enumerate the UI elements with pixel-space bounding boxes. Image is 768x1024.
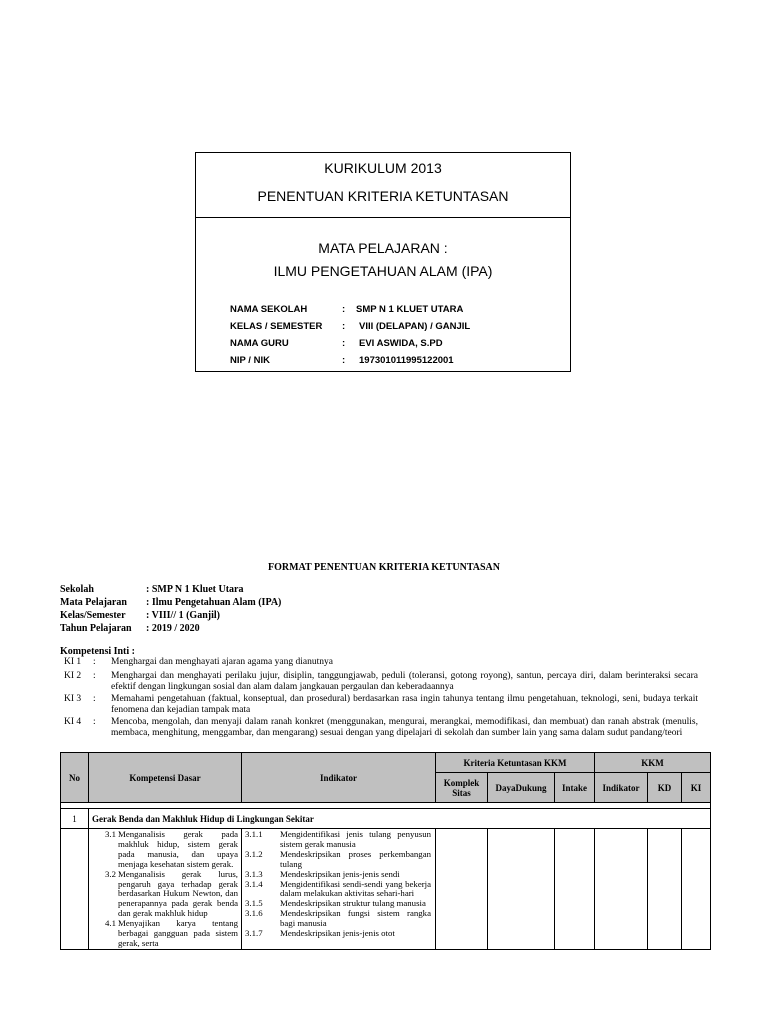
format-title: FORMAT PENENTUAN KRITERIA KETUNTASAN — [268, 562, 500, 573]
ki-item-1 — [64, 657, 698, 668]
cover-box — [195, 152, 571, 372]
info-label: NAMA GURU — [230, 338, 289, 349]
intake-cell[interactable] — [555, 829, 595, 950]
ki-item-2 — [64, 671, 698, 693]
header-kompetensi-dasar: Kompetensi Dasar — [89, 753, 242, 803]
ki-text: Mencoba, mengolah, dan menyaji dalam ranah konkret (menggunakan, mengurai, merangkai, memodifikasi, dan membuat) dan ranah abstrak (menulis, membaca, menghitung, menggambar, dan mengarang) sesuai dengan yang dipelajari di sekolah dan sumber lain yang sama dalam sudut pandang/teori — [111, 717, 698, 738]
info-colon: : — [342, 355, 346, 366]
info-colon: : — [342, 304, 346, 315]
info-colon: : — [342, 338, 346, 349]
indikator-cell — [242, 829, 436, 950]
indikator-item: 3.1.1 Mengidentifikasi jenis tulang penyusun sistem gerak manusia — [245, 829, 431, 849]
indikator-item: 3.1.3 Mendeskripsikan jenis-jenis sendi — [245, 868, 400, 879]
header-kkm-indikator: Indikator — [595, 773, 648, 803]
ki-code: KI 1 — [64, 657, 82, 667]
table-row — [61, 829, 711, 950]
kd-item: 3.1 Menganalisis gerak pada makhluk hidup, sistem gerak pada manusia, dan upaya menjaga kesehatan sistem gerak. — [105, 829, 238, 869]
meta-value: : Ilmu Pengetahuan Alam (IPA) — [146, 597, 282, 608]
header-indikator: Indikator — [242, 753, 436, 803]
meta-row-class — [60, 610, 360, 623]
curriculum-title: KURIKULUM 2013 — [324, 160, 442, 176]
document-title: PENENTUAN KRITERIA KETUNTASAN — [257, 188, 509, 204]
meta-label: Mata Pelajaran — [60, 597, 127, 608]
meta-row-subject — [60, 597, 360, 610]
info-value: 197301011995122001 — [359, 355, 454, 366]
ki-heading: Kompetensi Inti : — [60, 646, 135, 657]
ki-code: KI 2 — [64, 671, 82, 681]
meta-label: Kelas/Semester — [60, 610, 126, 621]
ki-colon: : — [93, 671, 96, 681]
indikator-item: 3.1.5 Mendeskripsikan struktur tulang manusia — [245, 898, 426, 909]
meta-label: Tahun Pelajaran — [60, 623, 132, 634]
header-kompleksitas: Komplek Sitas — [436, 773, 488, 803]
header-kkm-ki: KI — [682, 773, 711, 803]
info-value: SMP N 1 KLUET UTARA — [356, 304, 464, 315]
kkm-kd-cell[interactable] — [648, 829, 682, 950]
kkm-table — [60, 752, 711, 950]
meta-value: : VIII// 1 (Ganjil) — [146, 610, 220, 621]
table-row-topic — [61, 809, 711, 829]
ki-code: KI 3 — [64, 694, 82, 704]
indikator-item: 3.1.7 Mendeskripsikan jenis-jenis otot — [245, 928, 395, 939]
info-label: KELAS / SEMESTER — [230, 321, 323, 332]
ki-colon: : — [93, 657, 96, 667]
kd-item: 3.2 Menganalisis gerak lurus, pengaruh gaya terhadap gerak berdasarkan Hukum Newton, dan penerapannya pada gerak benda dan gerak makhluk hidup — [105, 868, 238, 919]
row-number: 1 — [61, 809, 89, 829]
kompetensi-dasar-cell — [89, 829, 242, 950]
meta-row-year — [60, 623, 360, 636]
info-label: NIP / NIK — [230, 355, 270, 366]
info-value: VIII (DELAPAN) / GANJIL — [359, 321, 471, 332]
row-topic: Gerak Benda dan Makhluk Hidup di Lingkungan Sekitar — [89, 809, 711, 829]
info-label: NAMA SEKOLAH — [230, 304, 308, 315]
subject-label: MATA PELAJARAN : — [318, 240, 448, 256]
header-no: No — [61, 753, 89, 803]
kd-item: 4.1 Menyajikan karya tentang berbagai gangguan pada sistem gerak, serta — [105, 918, 238, 948]
indikator-item: 3.1.4 Mengidentifikasi sendi-sendi yang bekerja dalam melakukan aktivitas sehari-hari — [245, 878, 431, 899]
header-daya-dukung: DayaDukung — [488, 773, 555, 803]
meta-block — [60, 584, 360, 636]
row-number-empty — [61, 829, 89, 950]
kkm-ki-cell[interactable] — [682, 829, 711, 950]
ki-colon: : — [93, 717, 96, 727]
kompleksitas-cell[interactable] — [436, 829, 488, 950]
ki-text: Menghargai dan menghayati perilaku jujur, disiplin, tanggungjawab, peduli (toleransi, gotong royong), santun, percaya diri, dalam berinteraksi secara efektif dengan lingkungan sosial dan alam dalam jangkauan pergaulan dan keberadaannya — [111, 671, 698, 692]
ki-colon: : — [93, 694, 96, 704]
indikator-item: 3.1.6 Mendeskripsikan fungsi sistem rangka bagi manusia — [245, 908, 431, 929]
meta-value: : 2019 / 2020 — [146, 623, 200, 634]
ki-text: Menghargai dan menghayati ajaran agama yang dianutnya — [111, 657, 333, 667]
header-intake: Intake — [555, 773, 595, 803]
subject-name: ILMU PENGETAHUAN ALAM (IPA) — [273, 263, 493, 279]
header-kkm-kd: KD — [648, 773, 682, 803]
daya-dukung-cell[interactable] — [488, 829, 555, 950]
ki-code: KI 4 — [64, 717, 82, 727]
cover-header — [196, 153, 570, 218]
kkm-indikator-cell[interactable] — [595, 829, 648, 950]
ki-text: Memahami pengetahuan (faktual, konseptual, dan prosedural) berdasarkan rasa ingin tahunya tentang ilmu pengetahuan, teknologi, seni, budaya terkait fenomena dan kejadian tampak mata — [111, 694, 698, 715]
indikator-item: 3.1.2 Mendeskripsikan proses perkembangan tulang — [245, 848, 431, 869]
info-value: EVI ASWIDA, S.PD — [359, 338, 443, 349]
info-colon: : — [342, 321, 346, 332]
meta-value: : SMP N 1 Kluet Utara — [146, 584, 244, 595]
ki-item-4 — [64, 717, 698, 739]
header-kkm: KKM — [595, 753, 711, 773]
header-kriteria-ketuntasan: Kriteria Ketuntasan KKM — [436, 753, 595, 773]
meta-row-school — [60, 584, 360, 597]
meta-label: Sekolah — [60, 584, 94, 595]
ki-item-3 — [64, 694, 698, 716]
